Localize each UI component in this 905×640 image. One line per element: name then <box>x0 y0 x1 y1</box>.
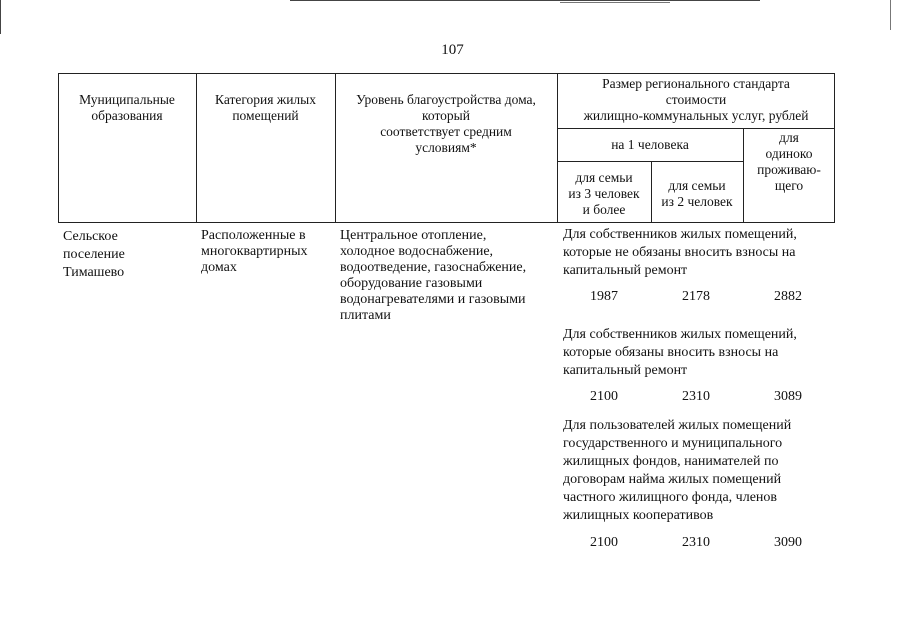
value-single: 3089 <box>774 389 802 404</box>
header-divider <box>557 161 743 162</box>
value-family-2: 2310 <box>682 535 710 550</box>
header-divider <box>557 128 835 129</box>
header-municipality: Муниципальные образования <box>79 92 175 123</box>
row-level: Центральное отопление, холодное водоснабжение, водоотведение, газоснабжение, оборудование газовыми водонагревателями и газовыми плитами <box>340 228 527 323</box>
value-family-2: 2310 <box>682 389 710 404</box>
group-label: Для собственников жилых помещений, которые обязаны вносить взносы на капитальный ремонт <box>563 327 797 378</box>
row-category: Расположенные в многоквартирных домах <box>201 228 308 275</box>
header-family-3: для семьи из 3 человек и более <box>568 170 640 217</box>
header-level: Уровень благоустройства дома, который соответствует средним условиям* <box>356 92 536 155</box>
row-municipality: Сельское поселение Тимашево <box>63 229 125 280</box>
value-single: 3090 <box>774 535 802 550</box>
scan-edge-line <box>890 0 891 30</box>
value-family-2: 2178 <box>682 289 710 304</box>
group-label: Для собственников жилых помещений, которые не обязаны вносить взносы на капитальный ремонт <box>563 227 797 278</box>
page-number: 107 <box>441 42 464 58</box>
header-category: Категория жилых помещений <box>215 92 316 123</box>
value-family-3: 2100 <box>590 389 618 404</box>
value-family-3: 1987 <box>590 289 618 304</box>
header-standard-size: Размер регионального стандарта стоимости жилищно-коммунальных услуг, рублей <box>583 76 809 123</box>
header-family-2: для семьи из 2 человек <box>661 178 733 209</box>
header-single: для одиноко проживаю- щего <box>757 130 821 193</box>
scan-edge-line <box>0 0 1 34</box>
group-label: Для пользователей жилых помещений государственного и муниципального жилищных фондов, нанимателей по договорам найма жилых помещений частного жилищного фонда, членов жилищных кооперативов <box>563 418 792 523</box>
value-single: 2882 <box>774 289 802 304</box>
header-per-person: на 1 человека <box>611 137 689 152</box>
value-family-3: 2100 <box>590 535 618 550</box>
scan-edge-line <box>290 0 760 1</box>
scan-edge-line <box>560 2 670 3</box>
